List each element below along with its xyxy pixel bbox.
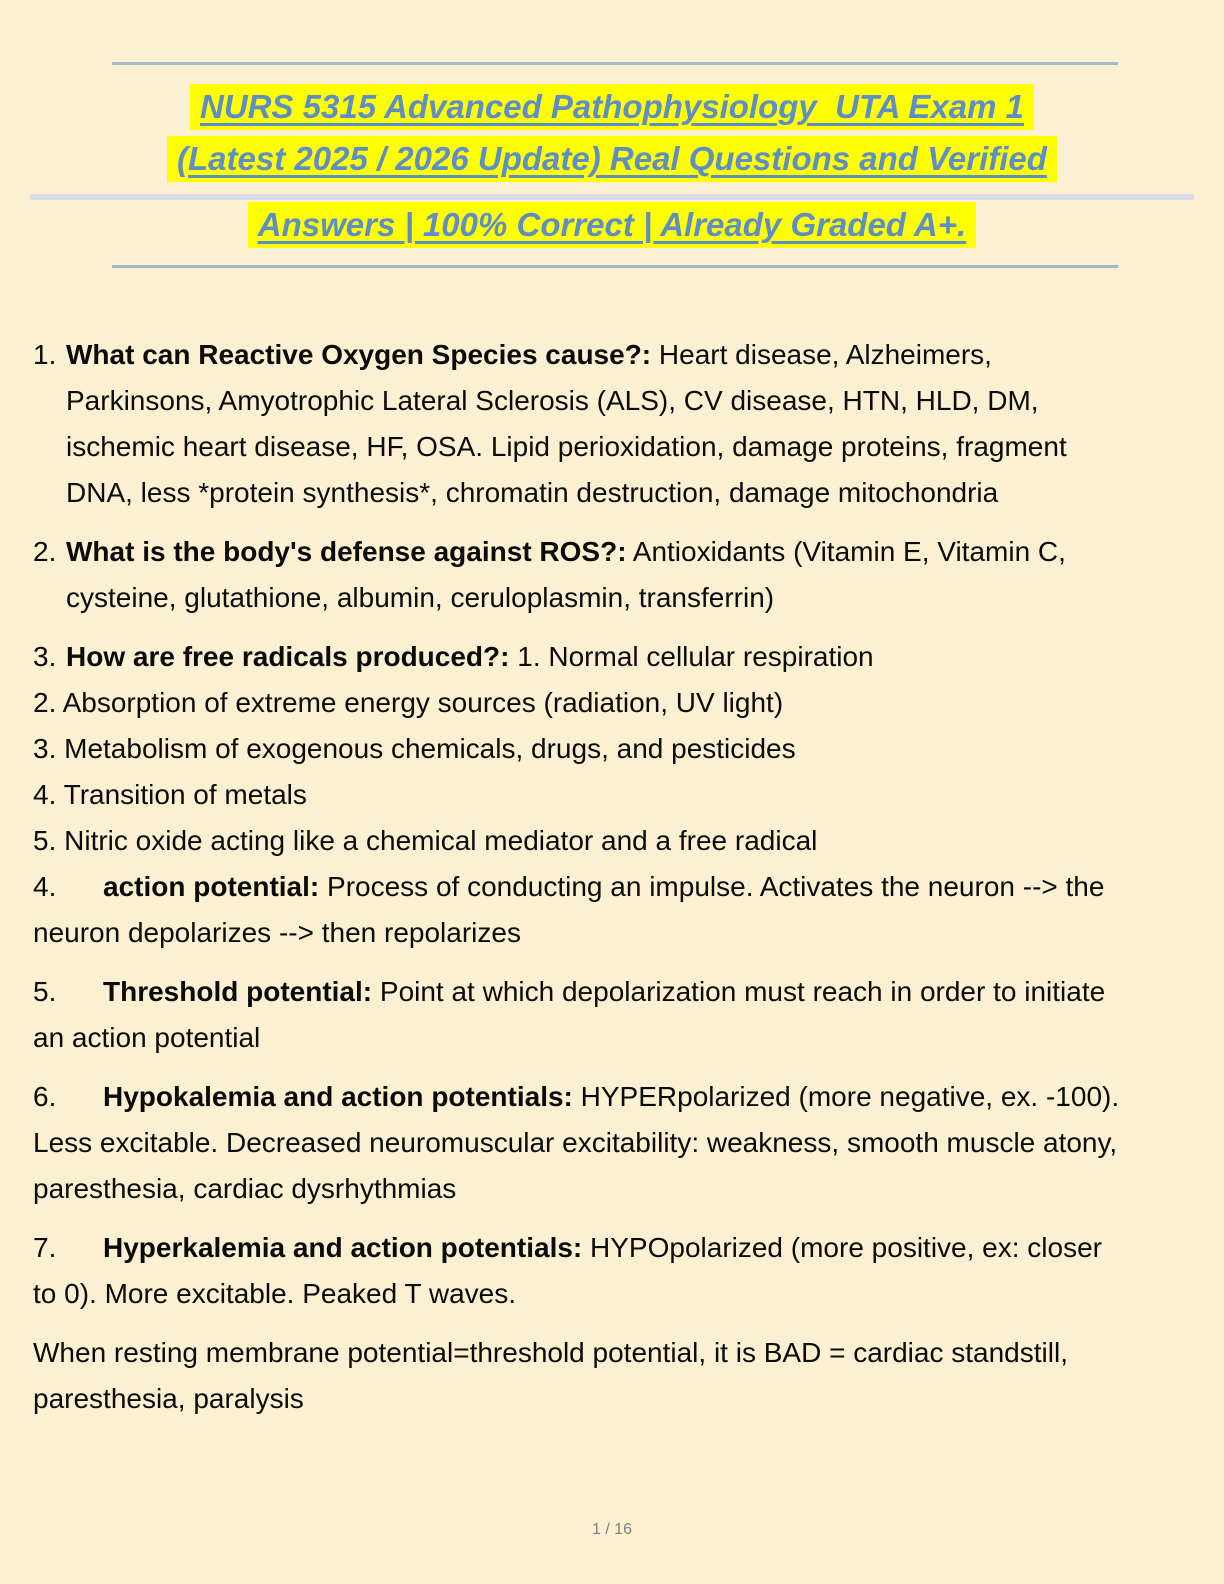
qa-item-3-subline: 4. Transition of metals [33,779,307,810]
page-number-indicator: 1 / 16 [591,1521,633,1538]
answer-text: HYPOpolarized (more positive, ex: closer to 0). More excitable. Peaked T waves. [33,1232,1102,1309]
answer-text: 1. Normal cellular respiration [509,641,874,672]
document-title-row-2 [0,136,1224,182]
qa-item-1 [33,332,1121,516]
item-number: 7. [33,1232,57,1263]
item-number: 4. [33,871,57,902]
qa-item-6 [33,1074,1121,1212]
item-number: 3. [33,641,57,672]
answer-text: Antioxidants (Vitamin E, Vitamin C, cysteine, glutathione, albumin, ceruloplasmin, transferrin) [66,536,1066,613]
item-number: 5. [33,976,57,1007]
header-bottom-rule [112,265,1118,268]
item-number: 2. [33,536,57,567]
question-text: What can Reactive Oxygen Species cause?: [66,339,652,370]
qa-list [33,332,1121,1422]
closing-note: When resting membrane potential=threshold potential, it is BAD = cardiac standstill, paresthesia, paralysis [33,1337,1068,1414]
qa-item-2 [33,529,1121,621]
header-top-rule [112,62,1118,65]
qa-item-3-subline: 3. Metabolism of exogenous chemicals, drugs, and pesticides [33,733,796,764]
question-text: Hypokalemia and action potentials: [103,1081,573,1112]
answer-text: Heart disease, Alzheimers, Parkinsons, Amyotrophic Lateral Sclerosis (ALS), CV disease, HTN, HLD, DM, ischemic heart disease, HF, OSA. Lipid perioxidation, damage proteins, fragment DNA, less *protein synthesis*, chromatin destruction, damage mitochondria [66,339,1067,508]
document-title-row-3 [0,202,1224,248]
question-text: What is the body's defense against ROS?: [66,536,627,567]
document-title-row-1 [0,84,1224,130]
question-text: Hyperkalemia and action potentials: [103,1232,583,1263]
answer-text: Process of conducting an impulse. Activates the neuron --> the neuron depolarizes --> then repolarizes [33,871,1105,948]
header-middle-rule [30,194,1194,200]
answer-text: HYPERpolarized (more negative, ex. -100). Less excitable. Decreased neuromuscular excitability: weakness, smooth muscle atony, paresthesia, cardiac dysrhythmias [33,1081,1120,1204]
item-number: 6. [33,1081,57,1112]
question-text: How are free radicals produced?: [66,641,510,672]
document-title-line-1: NURS 5315 Advanced Pathophysiology UTA Exam 1 [190,84,1034,130]
qa-item-7 [33,1225,1121,1317]
answer-text: Point at which depolarization must reach in order to initiate an action potential [33,976,1106,1053]
qa-item-3-subline: 2. Absorption of extreme energy sources (radiation, UV light) [33,687,784,718]
question-text: action potential: [103,871,320,902]
qa-item-5 [33,969,1121,1061]
document-title-line-2: (Latest 2025 / 2026 Update) Real Questions and Verified [167,136,1057,182]
qa-item-3-subline: 5. Nitric oxide acting like a chemical mediator and a free radical [33,825,818,856]
item-number: 1. [33,339,57,370]
document-title-line-3: Answers | 100% Correct | Already Graded A+. [248,202,976,248]
question-text: Threshold potential: [103,976,373,1007]
qa-item-4 [33,864,1121,956]
qa-item-3 [33,634,1121,680]
